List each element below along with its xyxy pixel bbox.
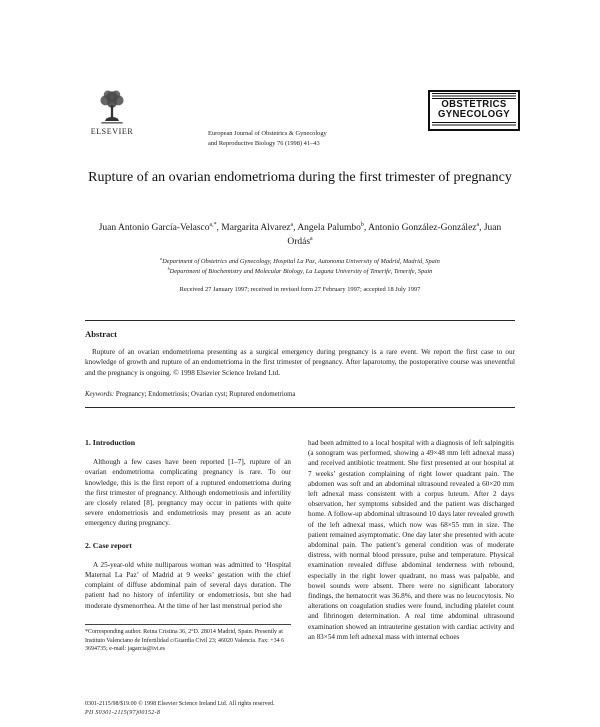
author (364, 223, 479, 233)
author (293, 223, 364, 233)
corresponding-author-footnote: *Corresponding author. Reina Cristina 36, 2°D. 28014 Madrid, Spain. Presently at Instituto Valenciano de Infertilidad c/Guardia Civil 23; 46020 Valencia. Fax: +34 6 3694735; e-mail: jagarcia@ivi.es (85, 624, 291, 654)
abstract-section (85, 320, 515, 408)
author-affil-mark: a,* (209, 221, 217, 228)
article-title: Rupture of an ovarian endometrioma during the first trimester of pregnancy (88, 170, 512, 185)
affiliation-text: Department of Biochemistry and Molecular Biology, La Laguna University of Tenerife, Tenerife, Spain (169, 268, 433, 276)
copyright-line: 0301-2115/98/$19.00 © 1998 Elsevier Science Ireland Ltd. All rights reserved. (85, 701, 275, 707)
abstract-heading: Abstract (85, 329, 117, 339)
right-column (308, 438, 514, 654)
author-affil-mark: a (310, 236, 313, 243)
footer (85, 700, 275, 719)
publisher-name: ELSEVIER (90, 127, 134, 136)
affiliation-mark: a (160, 255, 163, 261)
rule-bottom (85, 407, 515, 408)
section-heading-introduction: 1. Introduction (85, 438, 136, 447)
affiliation-mark: b (167, 266, 170, 272)
author-name: , Margarita Alvarez (216, 223, 291, 233)
journal-citation (208, 129, 418, 148)
cover-stripes-bottom (432, 122, 516, 126)
author-name: Juan Antonio García-Velasco (98, 223, 210, 233)
journal-citation-line2: and Reproductive Biology 76 (1998) 41–43 (208, 139, 320, 147)
cover-title-gynecology: GYNECOLOGY (437, 108, 511, 121)
article-body (85, 438, 515, 654)
affiliation-text: Department of Obstetrics and Gynecology, Hospital La Paz, Autonoma University of Madrid, Madrid, Spain (162, 258, 440, 265)
journal-citation-line1: European Journal of Obstetrics & Gynecology (208, 130, 327, 137)
author-affil-mark: a (290, 221, 294, 228)
affiliation (85, 267, 515, 277)
keywords-text: Pregnancy; Endometriosis; Ovarian cyst; Ruptured endometrioma (115, 391, 296, 399)
affiliation-list (85, 257, 515, 278)
cover-title-obstetrics: OBSTETRICS (441, 98, 507, 111)
affiliation (85, 257, 515, 267)
pii-line: PII S0301-2115(97)00152-8 (85, 710, 161, 717)
author-list (95, 221, 505, 250)
keywords-line (85, 391, 515, 398)
author (217, 223, 294, 233)
keywords-label: Keywords: (85, 391, 115, 399)
author-name: , Angela Palumbo (293, 223, 361, 233)
abstract-text: Rupture of an ovarian endometrioma presenting as a surgical emergency during pregnancy is a rare event. We report the first case to our knowledge of growth and rupture of an endometrioma in the first trimester of pregnancy. After laparotomy, the postoperative course was uneventful and the pregnancy is ongoing. © 1998 Elsevier Science Ireland Ltd. (85, 348, 515, 377)
rule-top (85, 320, 515, 321)
introduction-paragraph: Although a few cases have been reported [1–7], rupture of an ovarian endometrioma complicating pregnancy is rare. To our knowledge, this is the first report of a ruptured endometrioma during the first trimester of pregnancy. Although endometriosis and infertility are closely related [8], pregnancy may occur in patients with quite severe endometriosis and endometriosis may present as an acute emergency during pregnancy. (85, 458, 291, 528)
author-affil-mark: a (476, 221, 480, 228)
left-column (85, 438, 291, 654)
author-name: , Juan Ordás (287, 223, 502, 248)
author-affil-mark: b (360, 221, 364, 228)
elsevier-logo (84, 88, 140, 136)
received-dates: Received 27 January 1997; received in revised form 27 February 1997; accepted 18 July 1997 (179, 286, 421, 293)
case-report-continuation: had been admitted to a local hospital with a diagnosis of left salpingitis (a sonogram was performed, showing a 49×48 mm left adnexal mass) and received antibiotic treatment. She first presented at our hospital at 7 weeks’ gestation complaining of right lower quadrant pain. The abdomen was soft and an abdominal ultrasound revealed a 60×20 mm left adnexal mass consistent with a corpus luteum. After 2 days observation, her symptoms subsided and the patient was discharged home. A follow-up abdominal ultrasound 10 days later revealed growth of the left adnexal mass, which now was 68×55 mm in size. The patient remained asymptomatic. One day later she presented with acute abdominal pain. The patient’s general condition was of moderate distress, with normal blood pressure, pulse and temperature. Physical examination revealed diffuse abdominal tenderness with rebound, especially in the right lower quadrant, no mass was palpable, and bowel sounds were absent. There were no significant laboratory findings, the hematocrit was 36.8%, and there was no leucocytosis. No alterations on coagulation studies were found, including platelet count and fibrinogen determination. A real time abdominal ultrasound examination showed an intrauterine gestation with cardiac activity and an 83×54 mm left adnexal mass with internal echoes (308, 439, 514, 641)
author-name: , Antonio González-González (363, 223, 477, 233)
journal-cover-thumbnail (428, 90, 520, 131)
author (99, 223, 217, 233)
case-report-paragraph: A 25-year-old white nulliparous woman was admitted to ‘Hospital Maternal La Paz’ of Madrid at 9 weeks’ gestation with the chief complaint of diffuse abdominal pain of several days duration. The patient had no history of infertility or endometriosis, but she had moderate dysmenorrhea. At the time of her last menstrual period she (85, 560, 291, 610)
elsevier-tree-icon (95, 88, 129, 126)
section-heading-case-report: 2. Case report (85, 540, 132, 550)
